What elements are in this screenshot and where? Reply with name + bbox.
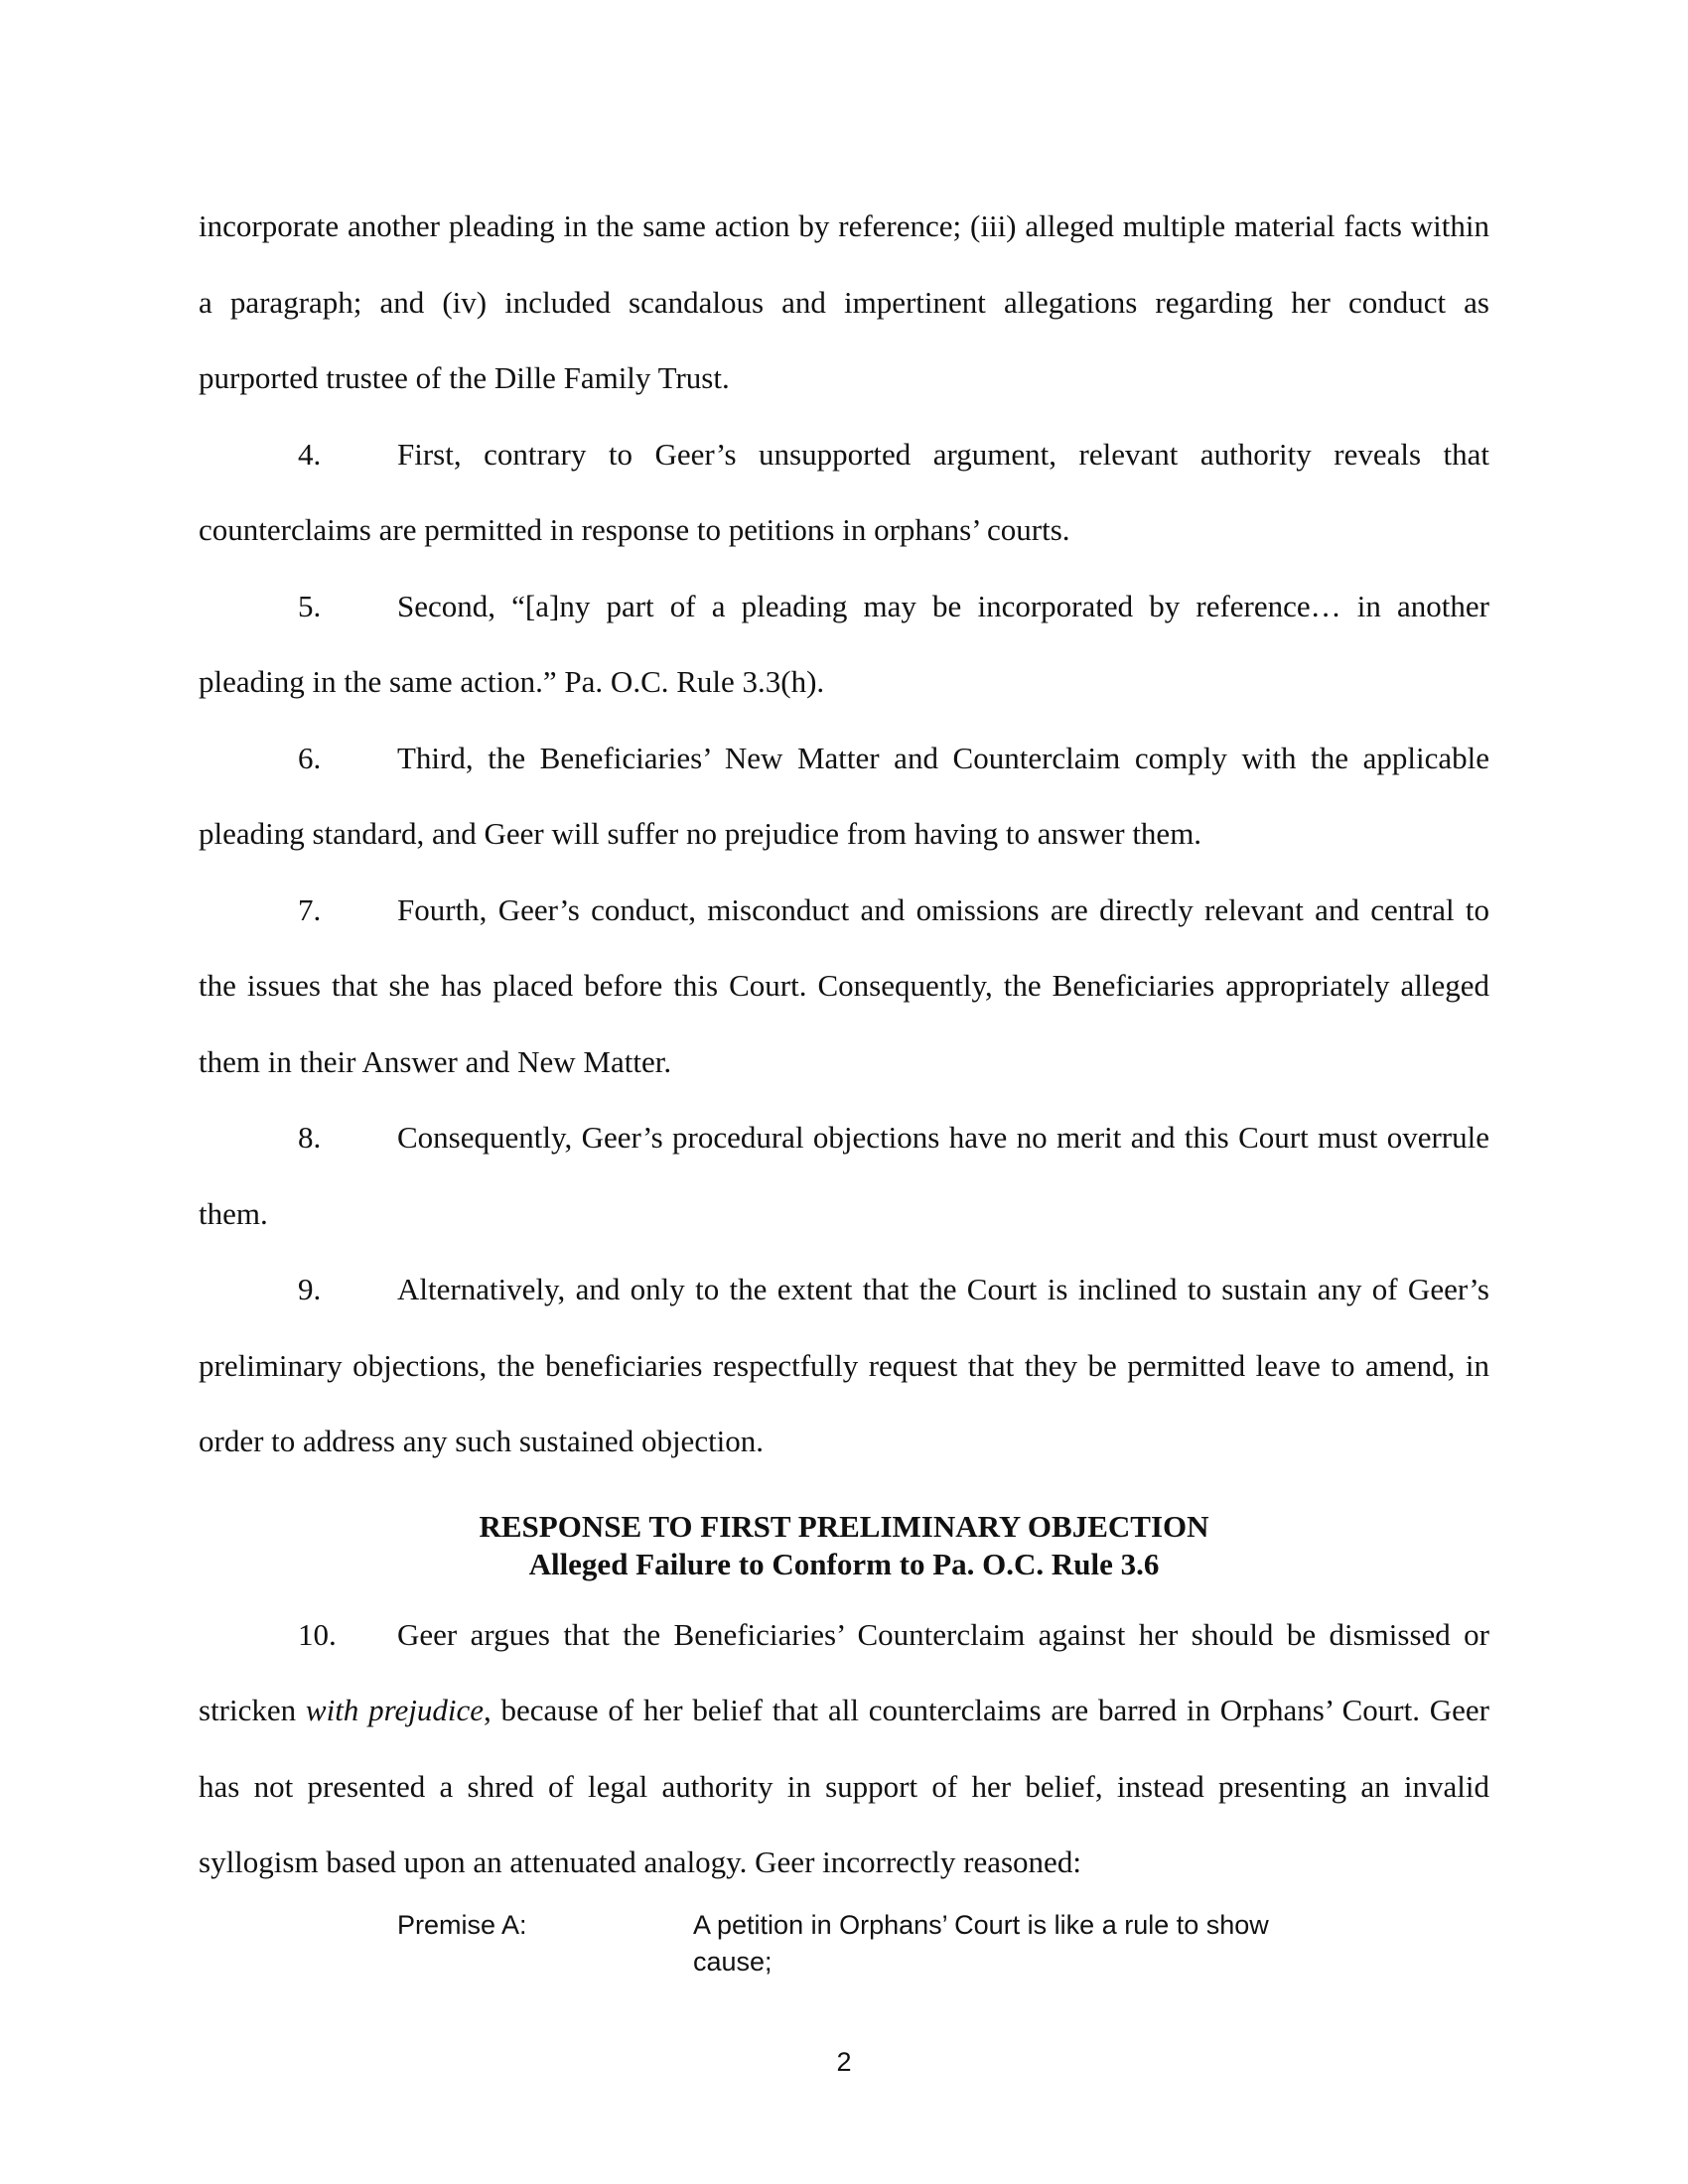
paragraph-text: Alternatively, and only to the extent that the Court is inclined to sustain any of Geer’s preliminary objections, the beneficiaries respectfully request that they be permitted leave to amend, in order to address any such sustained objection.	[199, 1272, 1489, 1458]
paragraph-8	[199, 1100, 1489, 1252]
document-body	[199, 189, 1489, 1901]
section-heading-subtitle: Alleged Failure to Conform to Pa. O.C. Rule 3.6	[528, 1546, 1160, 1581]
emphasis-text: with prejudice	[305, 1693, 484, 1727]
paragraph-number: 10.	[298, 1616, 337, 1652]
paragraph-text: Second, “[a]ny part of a pleading may be incorporated by reference… in another pleading in the same action.” Pa. O.C. Rule 3.3(h).	[199, 588, 1489, 699]
paragraph-number: 4.	[298, 436, 322, 472]
paragraph-number: 9.	[298, 1272, 322, 1306]
section-heading-title: RESPONSE TO FIRST PRELIMINARY OBJECTION	[479, 1508, 1209, 1544]
paragraph-4	[199, 417, 1489, 569]
paragraph-number: 5.	[298, 588, 322, 623]
paragraph-number: 6.	[298, 740, 322, 775]
premise-label: Premise A:	[397, 1910, 527, 1940]
paragraph-number: 7.	[298, 891, 322, 927]
paragraph-text: Fourth, Geer’s conduct, misconduct and omissions are directly relevant and central to the issues that she has placed before this Court. Consequently, the Beneficiaries appropriately alleged them in their Answer and New Matter.	[199, 891, 1489, 1079]
paragraph-10	[199, 1597, 1489, 1901]
section-heading	[199, 1508, 1489, 1583]
paragraph-9	[199, 1252, 1489, 1480]
paragraph-7	[199, 873, 1489, 1101]
paragraph-text: incorporate another pleading in the same action by reference; (iii) alleged multiple material facts within a paragraph; and (iv) included scandalous and impertinent allegations regarding her conduct as purported trustee of the Dille Family Trust.	[199, 208, 1489, 395]
paragraph-continued	[199, 189, 1489, 417]
paragraph-5	[199, 569, 1489, 721]
paragraph-number: 8.	[298, 1120, 322, 1155]
paragraph-text-continued: , because of her belief that all counterclaims are barred in Orphans’ Court. Geer has not presented a shred of legal authority in support of her belief, instead presenting an invalid syllogism based upon an attenuated analogy. Geer incorrectly reasoned:	[199, 1693, 1489, 1879]
premise-text: A petition in Orphans’ Court is like a rule to show cause;	[693, 1910, 1269, 1977]
paragraph-text: Third, the Beneficiaries’ New Matter and Counterclaim comply with the applicable pleading standard, and Geer will suffer no prejudice from having to answer them.	[199, 740, 1489, 851]
paragraph-text: First, contrary to Geer’s unsupported argument, relevant authority reveals that counterclaims are permitted in response to petitions in orphans’ courts.	[199, 436, 1489, 547]
page-number: 2	[836, 2047, 852, 2077]
paragraph-text: Geer argues that the Beneficiaries’ Counterclaim against her should be dismissed or stricken	[199, 1616, 1489, 1727]
paragraph-text: Consequently, Geer’s procedural objections have no merit and this Court must overrule them.	[199, 1120, 1489, 1231]
paragraph-6	[199, 721, 1489, 873]
